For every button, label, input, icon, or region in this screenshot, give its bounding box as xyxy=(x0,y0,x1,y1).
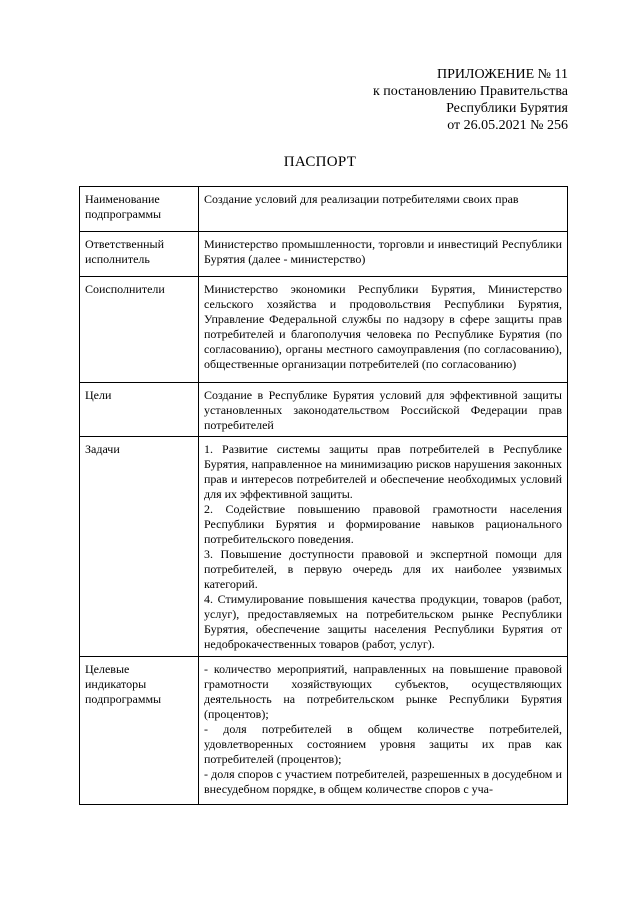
table-row xyxy=(80,277,568,383)
task-item: 3. Повышение доступности правовой и экспертной помощи для потребителей, в первую очередь для их наиболее уязвимых категорий. xyxy=(204,547,562,591)
passport-table xyxy=(79,186,568,805)
document-header xyxy=(268,66,568,134)
targets-content xyxy=(204,662,562,797)
task-item: 2. Содействие повышению правовой грамотности населения Республики Бурятия и формирование навыков рационального потребительского поведения. xyxy=(204,502,562,546)
table-row xyxy=(80,187,568,232)
row-label-goals: Цели xyxy=(80,383,199,437)
row-value-coexecutors: Министерство экономики Республики Бурятия, Министерство сельского хозяйства и продовольствия Республики Бурятия, Управление Федеральной службы по надзору в сфере защиты прав потребителей и благополучия человека по Республике Бурятия (по согласованию), органы местного самоуправления (по согласованию), общественные организации потребителей (по согласованию) xyxy=(199,277,568,383)
row-value-name: Создание условий для реализации потребителями своих прав xyxy=(199,187,568,232)
row-label-tasks: Задачи xyxy=(80,437,199,657)
row-label-targets: Целевые индикаторы подпрограммы xyxy=(80,657,199,805)
table-row xyxy=(80,383,568,437)
row-value-targets xyxy=(199,657,568,805)
table-row xyxy=(80,232,568,277)
target-item: - доля споров с участием потребителей, разрешенных в досудебном и внесудебном порядке, в общем количестве споров с уча- xyxy=(204,767,562,796)
target-item: - доля потребителей в общем количестве потребителей, удовлетворенных состоянием уровня защиты их прав как потребителей (процентов); xyxy=(204,722,562,766)
row-label-coexecutors: Соисполнители xyxy=(80,277,199,383)
row-value-responsible: Министерство промышленности, торговли и инвестиций Республики Бурятия (далее - министерство) xyxy=(199,232,568,277)
appendix-reference: к постановлению Правительства xyxy=(372,84,568,99)
table-row xyxy=(80,437,568,657)
task-item: 1. Развитие системы защиты прав потребителей в Республике Бурятия, направленное на минимизацию рисков нарушения законных прав и интересов потребителей и обеспечение необходимых условий для их эффективной защиты. xyxy=(204,442,562,501)
appendix-republic: Республики Бурятия xyxy=(446,101,568,116)
table-row xyxy=(80,657,568,805)
appendix-number: ПРИЛОЖЕНИЕ № 11 xyxy=(437,67,568,82)
row-label-responsible: Ответственный исполнитель xyxy=(80,232,199,277)
target-item: - количество мероприятий, направленных на повышение правовой грамотности хозяйствующих субъектов, осуществляющих деятельность на потребительском рынке Республики Бурятия (процентов); xyxy=(204,662,562,721)
task-item: 4. Стимулирование повышения качества продукции, товаров (работ, услуг), предоставляемых на потребительском рынке Республики Бурятия, обеспечение защиты населения Республики Бурятия от недоброкачественных товаров (работ, услуг). xyxy=(204,592,562,651)
row-value-tasks xyxy=(199,437,568,657)
page-title: ПАСПОРТ xyxy=(283,154,357,170)
appendix-date: от 26.05.2021 № 256 xyxy=(447,118,568,133)
row-value-goals: Создание в Республике Бурятия условий для эффективной защиты установленных законодательством Российской Федерации прав потребителей xyxy=(199,383,568,437)
row-label-name: Наименование подпрограммы xyxy=(80,187,199,232)
